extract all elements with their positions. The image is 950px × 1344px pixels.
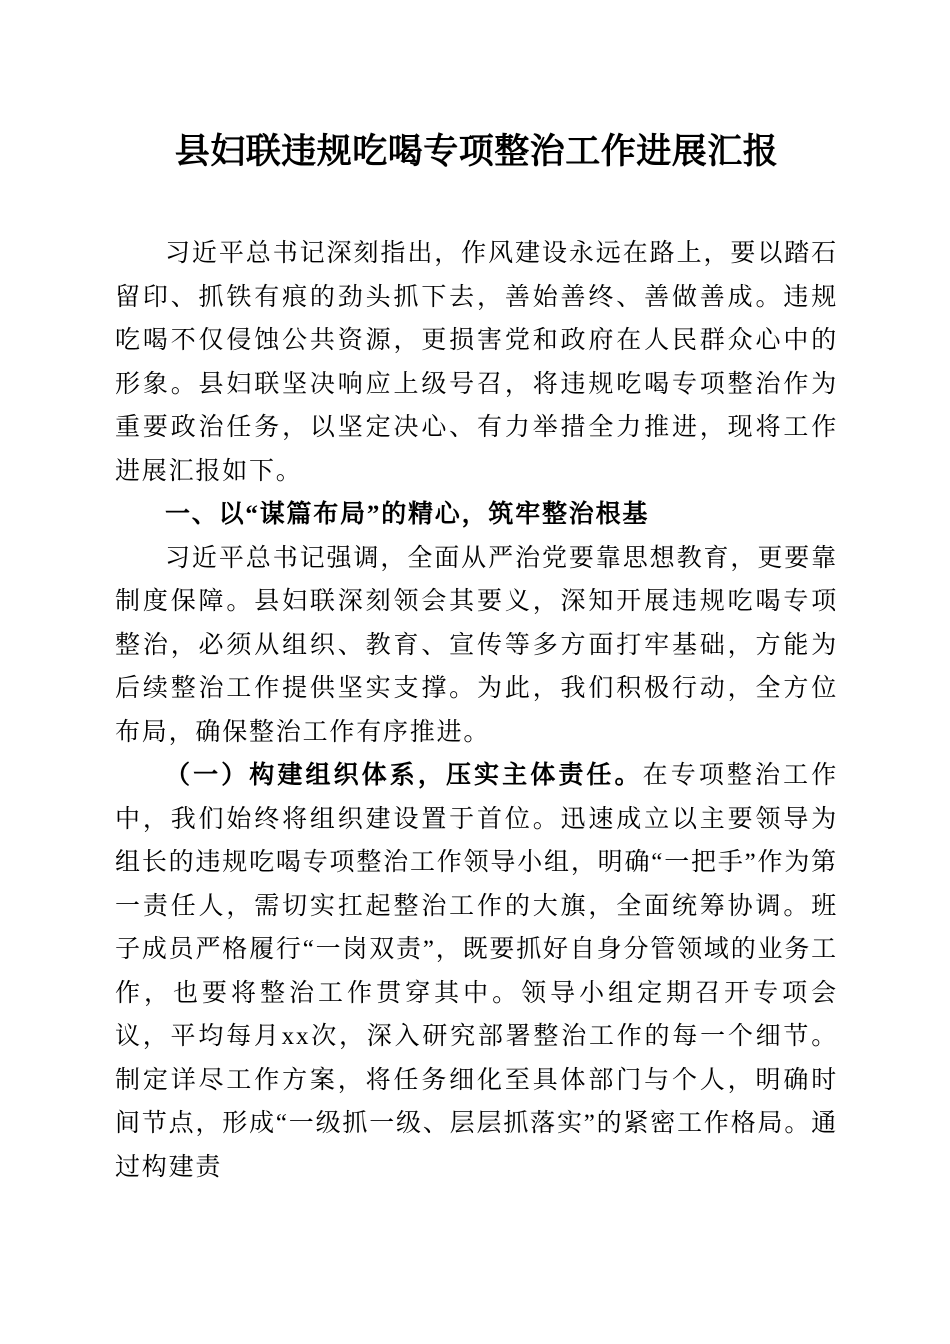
- document-title: 县妇联违规吃喝专项整治工作进展汇报: [174, 132, 779, 171]
- section-1-paragraph-2-body: 在专项整治工作中，我们始终将组织建设置于首位。迅速成立以主要领导为组长的违规吃喝专项整治工作领导小组，明确“一把手”作为第一责任人，需切实扛起整治工作的大旗，全面统筹协调。班子成员严格履行“一岗双责”，既要抓好自身分管领域的业务工作，也要将整治工作贯穿其中。领导小组定期召开专项会议，平均每月xx次，深入研究部署整治工作的每一个细节。制定详尽工作方案，将任务细化至具体部门与个人，明确时间节点，形成“一级抓一级、层层抓落实”的紧密工作格局。通过构建责: [115, 762, 838, 1181]
- section-1-paragraph-2-lead: （一）构建组织体系，压实主体责任。: [165, 762, 643, 789]
- intro-paragraph: 习近平总书记深刻指出，作风建设永远在路上，要以踏石留印、抓铁有痕的劲头抓下去，善始善终、善做善成。违规吃喝不仅侵蚀公共资源，更损害党和政府在人民群众心中的形象。县妇联坚决响应上级号召，将违规吃喝专项整治作为重要政治任务，以坚定决心、有力举措全力推进，现将工作进展汇报如下。: [115, 240, 838, 485]
- section-1-paragraph-2: [115, 754, 838, 1189]
- section-1-heading: 一、以“谋篇布局”的精心，筑牢整治根基: [165, 501, 650, 528]
- section-1-paragraph-1: 习近平总书记强调，全面从严治党要靠思想教育，更要靠制度保障。县妇联深刻领会其要义，深知开展违规吃喝专项整治，必须从组织、教育、宣传等多方面打牢基础，方能为后续整治工作提供坚实支撑。为此，我们积极行动，全方位布局，确保整治工作有序推进。: [115, 544, 838, 746]
